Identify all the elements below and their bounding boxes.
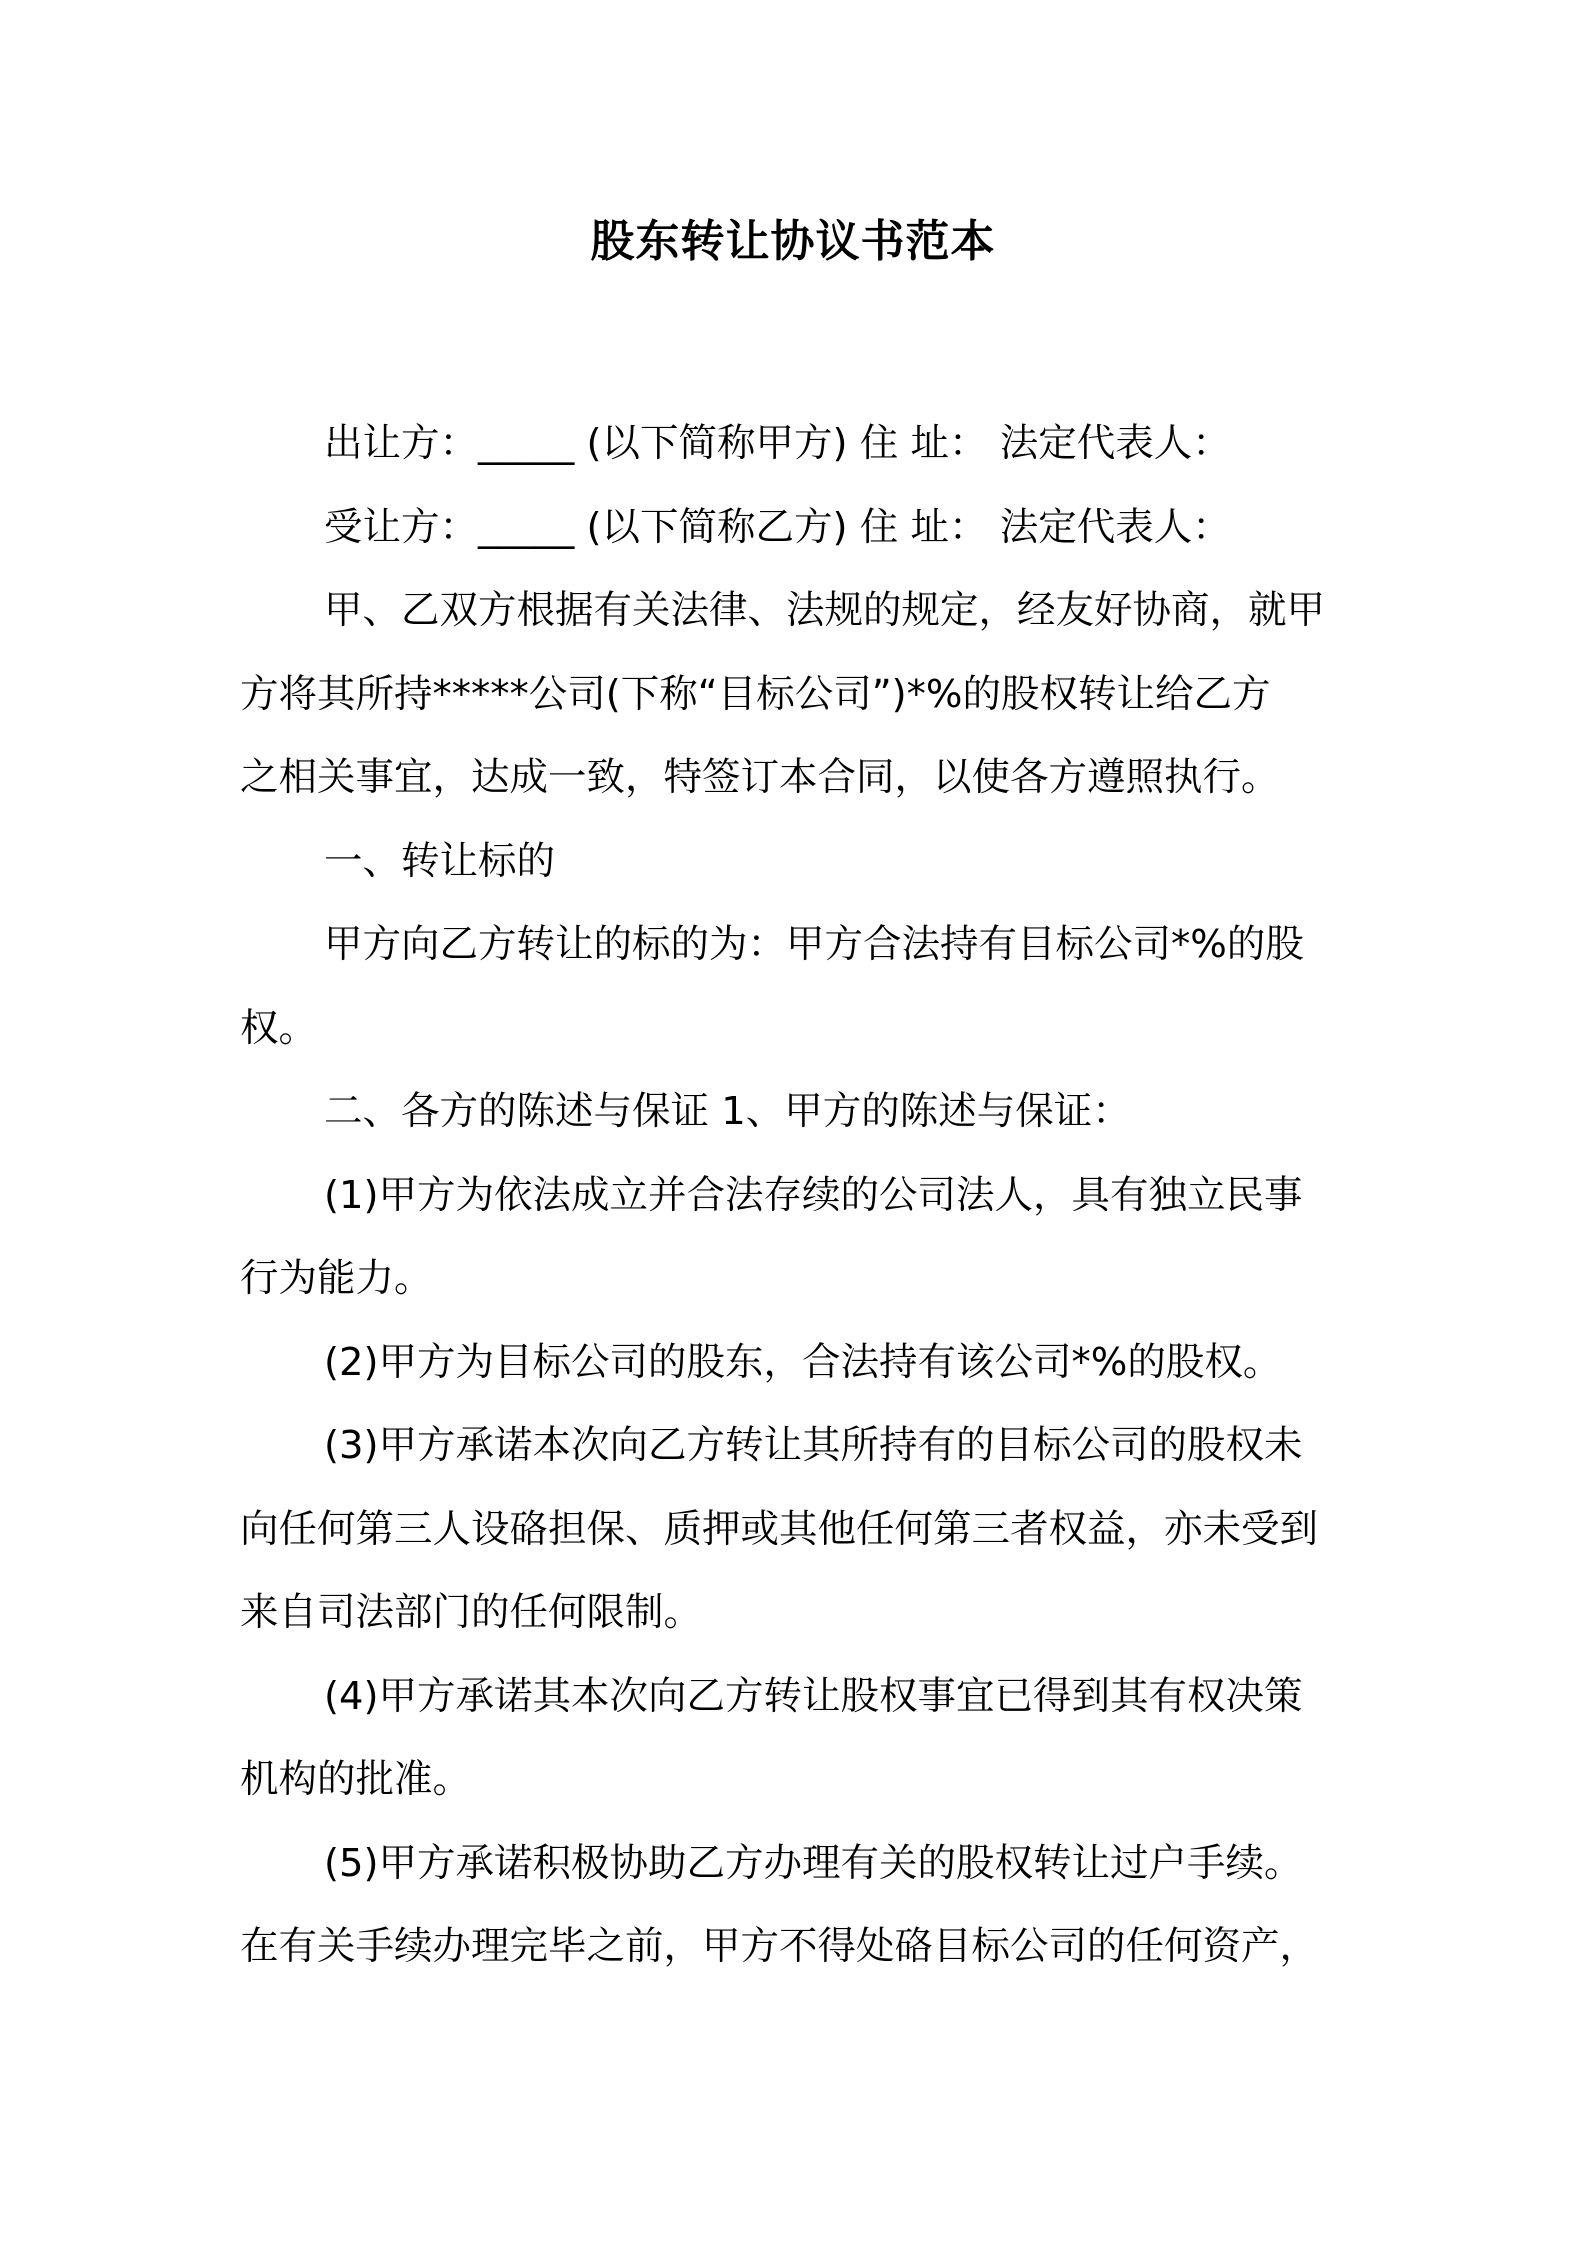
text-line: 出让方：_____ (以下简称甲方) 住 址： 法定代表人： — [324, 421, 1231, 466]
text-line: 受让方：_____ (以下简称乙方) 住 址： 法定代表人： — [324, 504, 1231, 550]
section-heading: 一、转让标的 — [324, 838, 556, 884]
text-line: 权。 — [240, 1005, 318, 1051]
text-line: (4)甲方承诺其本次向乙方转让股权事宜已得到其有权决策 — [324, 1673, 1303, 1719]
text-line: 甲方向乙方转让的标的为：甲方合法持有目标公司*%的股 — [324, 922, 1304, 967]
section-heading: 二、各方的陈述与保证 1、甲方的陈述与保证： — [324, 1089, 1131, 1134]
text-line: (1)甲方为依法成立并合法存续的公司法人，具有独立民事 — [324, 1172, 1303, 1218]
text-line: (2)甲方为目标公司的股东，合法持有该公司*%的股权。 — [324, 1339, 1282, 1385]
document-body — [240, 402, 1350, 1989]
document-title: 股东转让协议书范本 — [590, 216, 996, 267]
text-line: 甲、乙双方根据有关法律、法规的规定，经友好协商，就甲 — [324, 588, 1326, 633]
text-line: (5)甲方承诺积极协助乙方办理有关的股权转让过户手续。 — [324, 1840, 1303, 1886]
text-line: 在有关手续办理完毕之前，甲方不得处硌目标公司的任何资产， — [240, 1924, 1319, 1969]
text-line: 机构的批准。 — [240, 1757, 472, 1802]
text-line: 来自司法部门的任何限制。 — [240, 1590, 703, 1635]
text-line: 向任何第三人设硌担保、质押或其他任何第三者权益，亦未受到 — [240, 1506, 1319, 1552]
text-line: 行为能力。 — [240, 1256, 433, 1301]
text-line: (3)甲方承诺本次向乙方转让其所持有的目标公司的股权未 — [324, 1423, 1303, 1468]
text-line: 之相关事宜，达成一致，特签订本合同，以使各方遵照执行。 — [240, 755, 1280, 800]
text-line: 方将其所持*****公司(下称“目标公司”)*%的股权转让给乙方 — [240, 671, 1271, 717]
